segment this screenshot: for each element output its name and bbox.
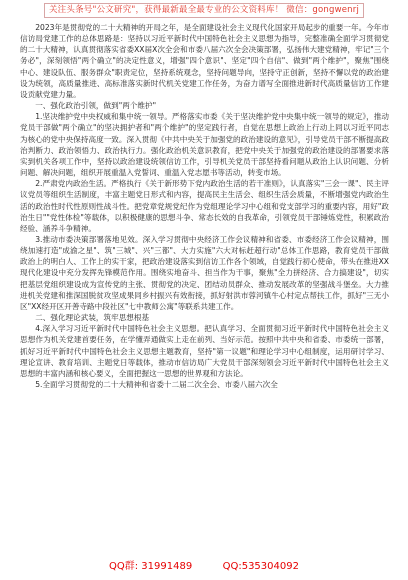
banner-text: 关注头条号"公文研究"，获得最新最全最专业的公文资料库！ 微信：gongwenrj (44, 3, 364, 18)
header-banner (0, 0, 408, 20)
paragraph-5: 5.全面学习贯彻党的二十大精神和省委十二届二次全会、市委八届六次全 (35, 380, 278, 389)
paragraph-2: 2.严肃党内政治生活。严格执行《关于新形势下党内政治生活的若干准则》，认真落实"三会一课"、民主评议党员等组织生活制度，丰富主题党日形式和内容，提高民主生活会、组织生活会质量，不断增强党内政治生活的政治性时代性原则性战斗性。把党章党规党纪作为党组理论学习中心组和党支部学习的重要内容，用好"政治生日""党性体检"等载体，以积极健康的思想斗争、常态长效的自我革命，引领党员干部锤炼党性，积累政治经验、涵养斗争精神。 (20, 179, 389, 233)
paragraph-4: 4.深入学习习近平新时代中国特色社会主义思想。把认真学习、全面贯彻习近平新时代中国特色社会主义思想作为机关党建首要任务，在学懂弄通做实上走在前列、当好示范。按照中共中央和省委、市委统一部署，抓好习近平新时代中国特色社会主义思想主题教育，坚持"第一议题"和理论学习中心组制度，运用研讨学习、理论宣讲、教育培训、主题党日等载体，推动市信访局广大党员干部深刻领会习近平新时代中国特色社会主义思想的丰富内涵和核心要义，全面把握这一思想的世界观和方法论。 (20, 324, 389, 378)
qq-group-text: QQ群: 31991489 (109, 561, 193, 572)
document-body (20, 22, 389, 390)
section-heading-1: 一、强化政治引领，做到"两个维护" (35, 101, 157, 111)
paragraph-1: 1.坚决维护党中央权威和集中统一领导。严格落实市委《关于坚决维护党中央集中统一领导的规定》，推动党员干部做"两个确立"的坚决拥护者和"两个维护"的坚定践行者，自觉在思想上政治上行动上同以习近平同志为核心的党中央保持高度一致。深入贯彻《中共中央关于加强党的政治建设的意见》，引导党员干部不断提高政治判断力、政治领悟力、政治执行力。强化政治机关意识教育，把党中央关于加强党的政治建设的部署要求落实到机关各项工作中，坚持以政治建设统领信访工作，引导机关党员干部坚持看问题从政治上认识问题、分析问题、解决问题，组织开展重温入党誓词、重温入党志愿书等活动，转变市场。 (20, 112, 389, 178)
paragraph-3: 3.推动市委决策部署落地见效。深入学习贯彻中央经济工作会议精神和省委、市委经济工作会议精神，围绕加速打造"成渝之星"、筑"三城"、兴"三都"、大力实施"六大对标赶超行动"总体工作思路，教育党员干部做政治上的明白人、工作上的实干家，把政治建设落实到信访工作各个领域，自觉践行初心使命，带头在推进XX现代化建设中充分发挥先锋模范作用。围绕实地奋斗、担当作为干事，聚焦"全力拼经济、合力搞建设"，切实把基层党组织建设成为宣传党的主张、贯彻党的决定、团结动员群众、推动发展改革的坚强战斗堡垒。大力推进机关党建和推深国脱贫攻坚成果同乡村振兴有效衔接，抓好射洪市蓉河镇牛心村定点帮扶工作，抓好"三无小区"XX经开区开善寺路中段社区"七中教师公寓"等联系共建工作。 (20, 234, 389, 311)
section-heading-2: 二、强化理论武装，筑牢思想根基 (35, 313, 150, 323)
qq-text: QQ:535304092 (222, 561, 299, 572)
paragraph-intro: 2023年是贯彻党的二十大精神的开局之年，是全面建设社会主义现代化国家开局起步的重要一年。今年市信访局党建工作的总体思路是：坚持以习近平新时代中国特色社会主义思想为指导，完整准确全面学习贯彻党的二十大精神，认真贯彻落实省委XX届X次全会和市委八届六次全会决策部署，弘扬伟大建党精神，牢记"三个务必"，深刻领悟"两个确立"的决定性意义，增强"四个意识"、坚定"四个自信"、做到"两个维护"，聚焦"围绕中心、建设队伍、服务群众"职责定位，坚持系统观念，坚持问题导向，坚持守正创新，坚持不懈以党的政治建设为统领，高质量推进、高标准落实新时代机关党建工作任务，为奋力谱写全面推进新时代高质量信访工作建设贡献党建力量。 (20, 23, 389, 99)
footer-contact (0, 558, 408, 576)
